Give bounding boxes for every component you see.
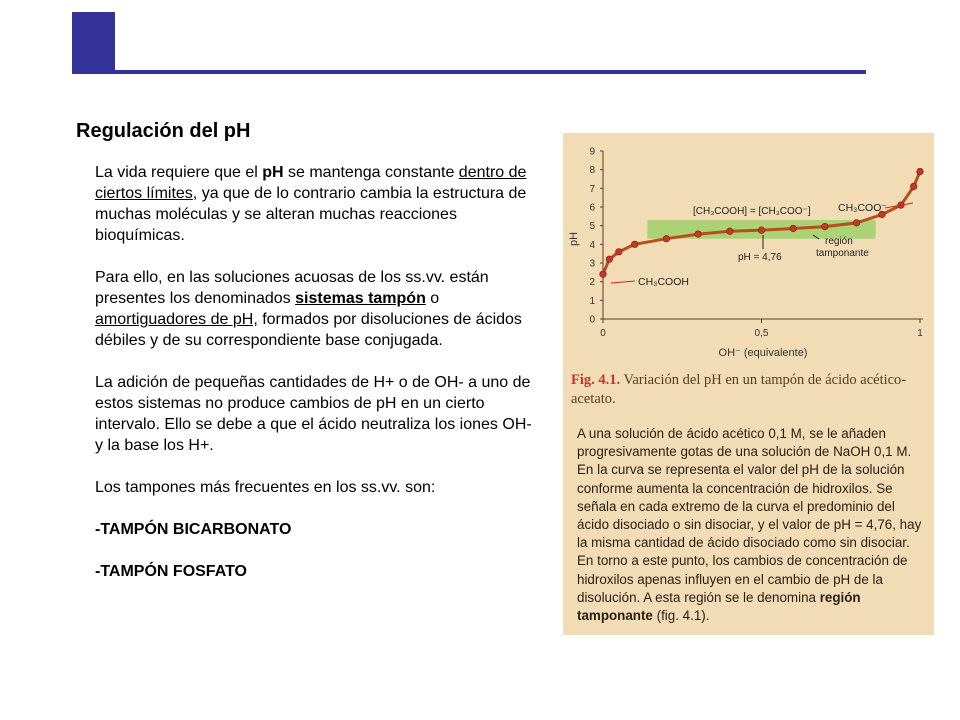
y-tick-label: 2 [589, 277, 595, 289]
data-point [695, 231, 702, 238]
ph-term: pH [262, 164, 284, 181]
figure-caption: Fig. 4.1. Variación del pH en un tampón de ácido acético-acetato. [571, 372, 907, 407]
paragraph-frequent-buffers: Los tampones más frecuentes en los ss.vv. son: [95, 479, 436, 496]
data-point [853, 220, 860, 227]
y-tick-label: 6 [589, 202, 595, 214]
y-tick-label: 0 [589, 314, 595, 326]
list-item-phosphate: -TAMPÓN FOSFATO [95, 563, 247, 580]
data-point [822, 223, 829, 230]
limits-underlined: dentro de ciertos límites [95, 164, 527, 202]
y-tick-label: 8 [589, 165, 595, 177]
paragraph-addition: La adición de pequeñas cantidades de H+ o de OH- a uno de estos sistemas no produce cambios de pH en un cierto intervalo. Ello se debe a que el ácido neutraliza los iones OH- y la base los H+. [95, 374, 532, 454]
data-point [790, 225, 797, 232]
list-item-bicarbonate: -TAMPÓN BICARBONATO [95, 521, 292, 538]
titration-chart [563, 133, 934, 365]
x-tick-label: 1 [917, 328, 923, 339]
arrow-acetic-acid [611, 281, 635, 283]
y-tick-label: 9 [589, 146, 595, 158]
data-point [910, 183, 917, 190]
term-ph-buffers: amortiguadores de pH, [95, 311, 258, 328]
y-axis-label: pH [568, 231, 580, 247]
term-buffer-systems: sistemas tampón [295, 290, 426, 307]
accent-line [72, 70, 866, 74]
y-tick-label: 7 [589, 183, 595, 195]
annotation-equality: [CH₃COOH] = [CH₃COO⁻] [693, 206, 811, 217]
data-point [917, 168, 924, 175]
data-point [631, 241, 638, 248]
data-point [663, 235, 670, 242]
data-point [600, 271, 607, 278]
x-tick-label: 0 [600, 328, 606, 339]
body-text [95, 162, 535, 582]
page-title: Regulación del pH [76, 120, 251, 142]
y-tick-label: 3 [589, 258, 595, 270]
y-tick-label: 5 [589, 221, 595, 233]
x-tick-label: 0,5 [754, 328, 769, 339]
y-tick-label: 4 [589, 239, 595, 251]
x-axis-label: OH⁻ (equivalente) [718, 347, 808, 359]
annotation-ph-value: pH = 4,76 [738, 252, 782, 263]
figure-panel [563, 133, 934, 635]
annotation-region: región tamponante [816, 236, 869, 259]
annotation-acetate: CH₃COO⁻ [838, 202, 887, 214]
data-point [616, 249, 623, 256]
paragraph-ph-requirement: La vida requiere que el pH se mantenga constante dentro de ciertos límites, ya que de lo contrario cambia la estructura de muchas moléculas y se alteran muchas reacciones bioquímicas. [95, 164, 527, 244]
buffer-region-term: región tamponante [577, 589, 861, 624]
data-point [727, 228, 734, 235]
data-point [758, 227, 765, 234]
paragraph-buffer-systems: Para ello, en las soluciones acuosas de los ss.vv. están presentes los denominados sistemas tampón o amortiguadores de pH, formados por disoluciones de ácidos débiles y de su correspondiente base conjugada. [95, 269, 522, 349]
figure-description: A una solución de ácido acético 0,1 M, se le añaden progresivamente gotas de una solución de NaOH 0,1 M. En la curva se representa el valor del pH de la solución conforme aumenta la concentración de hidroxilos. Se señala en cada extremo de la curva el predominio del ácido disociado o sin disociar, y el valor de pH = 4,76, hay la misma cantidad de ácido disociado como sin disociar. En torno a este punto, los cambios de concentración de hidroxilos apenas influyen en el cambio de pH de la disolución. A esta región se le denomina región tamponante (fig. 4.1). [577, 426, 922, 624]
accent-block [72, 12, 115, 74]
annotation-acetic-acid: CH₃COOH [638, 276, 689, 288]
figure-label: Fig. 4.1. [571, 372, 621, 388]
data-point [606, 256, 613, 263]
y-tick-label: 1 [589, 295, 595, 307]
